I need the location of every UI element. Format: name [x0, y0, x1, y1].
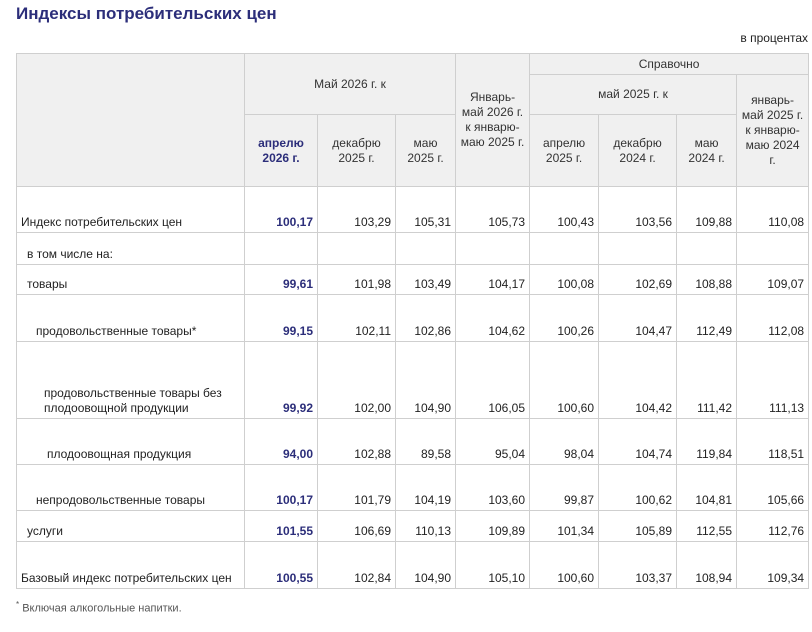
cpi-table [16, 53, 809, 589]
cell-value: 100,55 [245, 542, 318, 589]
cell-value: 105,89 [599, 511, 677, 542]
cell-value: 101,34 [530, 511, 599, 542]
cell-value: 112,08 [737, 295, 809, 342]
cell-value: 99,15 [245, 295, 318, 342]
table-row [17, 295, 809, 342]
row-label: услуги [17, 511, 245, 542]
cell-value: 105,10 [456, 542, 530, 589]
footnote [16, 600, 182, 615]
row-label: непродовольственные товары [17, 465, 245, 511]
cell-value: 100,43 [530, 187, 599, 233]
cell-value: 108,88 [677, 265, 737, 295]
cell-value: 106,69 [318, 511, 396, 542]
section-row [17, 233, 809, 265]
row-label: Базовый индекс потребительских цен [17, 542, 245, 589]
cell-value: 105,73 [456, 187, 530, 233]
units-label: в процентах [740, 31, 808, 45]
cell-value: 112,55 [677, 511, 737, 542]
cell-value: 109,88 [677, 187, 737, 233]
cell-value: 103,60 [456, 465, 530, 511]
cell-value: 100,26 [530, 295, 599, 342]
section-cell [396, 233, 456, 265]
table-row [17, 465, 809, 511]
cell-value: 99,61 [245, 265, 318, 295]
cell-value: 100,17 [245, 187, 318, 233]
cell-value: 102,88 [318, 419, 396, 465]
cell-value: 108,94 [677, 542, 737, 589]
cell-value: 104,47 [599, 295, 677, 342]
cell-value: 118,51 [737, 419, 809, 465]
cell-value: 111,42 [677, 342, 737, 419]
page-title: Индексы потребительских цен [16, 4, 277, 23]
cell-value: 103,49 [396, 265, 456, 295]
cell-value: 103,56 [599, 187, 677, 233]
cell-value: 103,37 [599, 542, 677, 589]
footnote-mark: * [16, 600, 20, 609]
section-cell [599, 233, 677, 265]
section-cell [677, 233, 737, 265]
cell-value: 110,13 [396, 511, 456, 542]
cell-value: 109,34 [737, 542, 809, 589]
cell-value: 109,89 [456, 511, 530, 542]
cell-value: 95,04 [456, 419, 530, 465]
cell-value: 105,31 [396, 187, 456, 233]
cell-value: 99,92 [245, 342, 318, 419]
cell-value: 110,08 [737, 187, 809, 233]
table-row [17, 342, 809, 419]
header-corner [17, 54, 245, 187]
header-sub-ref-apr: апрелю 2025 г. [530, 115, 599, 187]
header-group-ref-may: май 2025 г. к [530, 75, 737, 115]
section-cell [530, 233, 599, 265]
cell-value: 102,69 [599, 265, 677, 295]
cell-value: 105,66 [737, 465, 809, 511]
header-group-may: Май 2026 г. к [245, 54, 456, 115]
table-row [17, 419, 809, 465]
cell-value: 104,74 [599, 419, 677, 465]
cell-value: 99,87 [530, 465, 599, 511]
row-label: товары [17, 265, 245, 295]
header-jan-may: Январь-май 2026 г. к январю-маю 2025 г. [456, 54, 530, 187]
cell-value: 103,29 [318, 187, 396, 233]
cell-value: 101,55 [245, 511, 318, 542]
cell-value: 98,04 [530, 419, 599, 465]
row-label: продовольственные товары без плодоовощной продукции [17, 342, 245, 419]
header-sub-dec: декабрю 2025 г. [318, 115, 396, 187]
table-row [17, 542, 809, 589]
cell-value: 102,11 [318, 295, 396, 342]
cell-value: 100,08 [530, 265, 599, 295]
cell-value: 100,62 [599, 465, 677, 511]
cell-value: 112,76 [737, 511, 809, 542]
header-group-ref: Справочно [530, 54, 809, 75]
row-label: плодоовощная продукция [17, 419, 245, 465]
row-label: продовольственные товары* [17, 295, 245, 342]
section-cell [737, 233, 809, 265]
table-row [17, 511, 809, 542]
cell-value: 104,90 [396, 342, 456, 419]
cell-value: 104,90 [396, 542, 456, 589]
cell-value: 119,84 [677, 419, 737, 465]
cell-value: 100,17 [245, 465, 318, 511]
cell-value: 104,42 [599, 342, 677, 419]
header-sub-ref-may: маю 2024 г. [677, 115, 737, 187]
table-row [17, 265, 809, 295]
header-ref-jan-may: январь-май 2025 г. к январю-маю 2024 г. [737, 75, 809, 187]
cell-value: 102,00 [318, 342, 396, 419]
cell-value: 101,79 [318, 465, 396, 511]
cell-value: 102,86 [396, 295, 456, 342]
cell-value: 104,62 [456, 295, 530, 342]
cell-value: 104,17 [456, 265, 530, 295]
section-cell [456, 233, 530, 265]
header-sub-ref-dec: декабрю 2024 г. [599, 115, 677, 187]
cell-value: 112,49 [677, 295, 737, 342]
table-row [17, 187, 809, 233]
cell-value: 100,60 [530, 542, 599, 589]
section-cell [318, 233, 396, 265]
cell-value: 101,98 [318, 265, 396, 295]
footnote-text: Включая алкогольные напитки. [22, 602, 182, 615]
cell-value: 104,19 [396, 465, 456, 511]
section-cell [245, 233, 318, 265]
cell-value: 106,05 [456, 342, 530, 419]
cell-value: 111,13 [737, 342, 809, 419]
cell-value: 94,00 [245, 419, 318, 465]
cell-value: 100,60 [530, 342, 599, 419]
header-sub-apr: апрелю 2026 г. [245, 115, 318, 187]
cell-value: 109,07 [737, 265, 809, 295]
cell-value: 102,84 [318, 542, 396, 589]
row-label: Индекс потребительских цен [17, 187, 245, 233]
header-sub-may: маю 2025 г. [396, 115, 456, 187]
cell-value: 104,81 [677, 465, 737, 511]
cell-value: 89,58 [396, 419, 456, 465]
section-label: в том числе на: [17, 233, 245, 265]
